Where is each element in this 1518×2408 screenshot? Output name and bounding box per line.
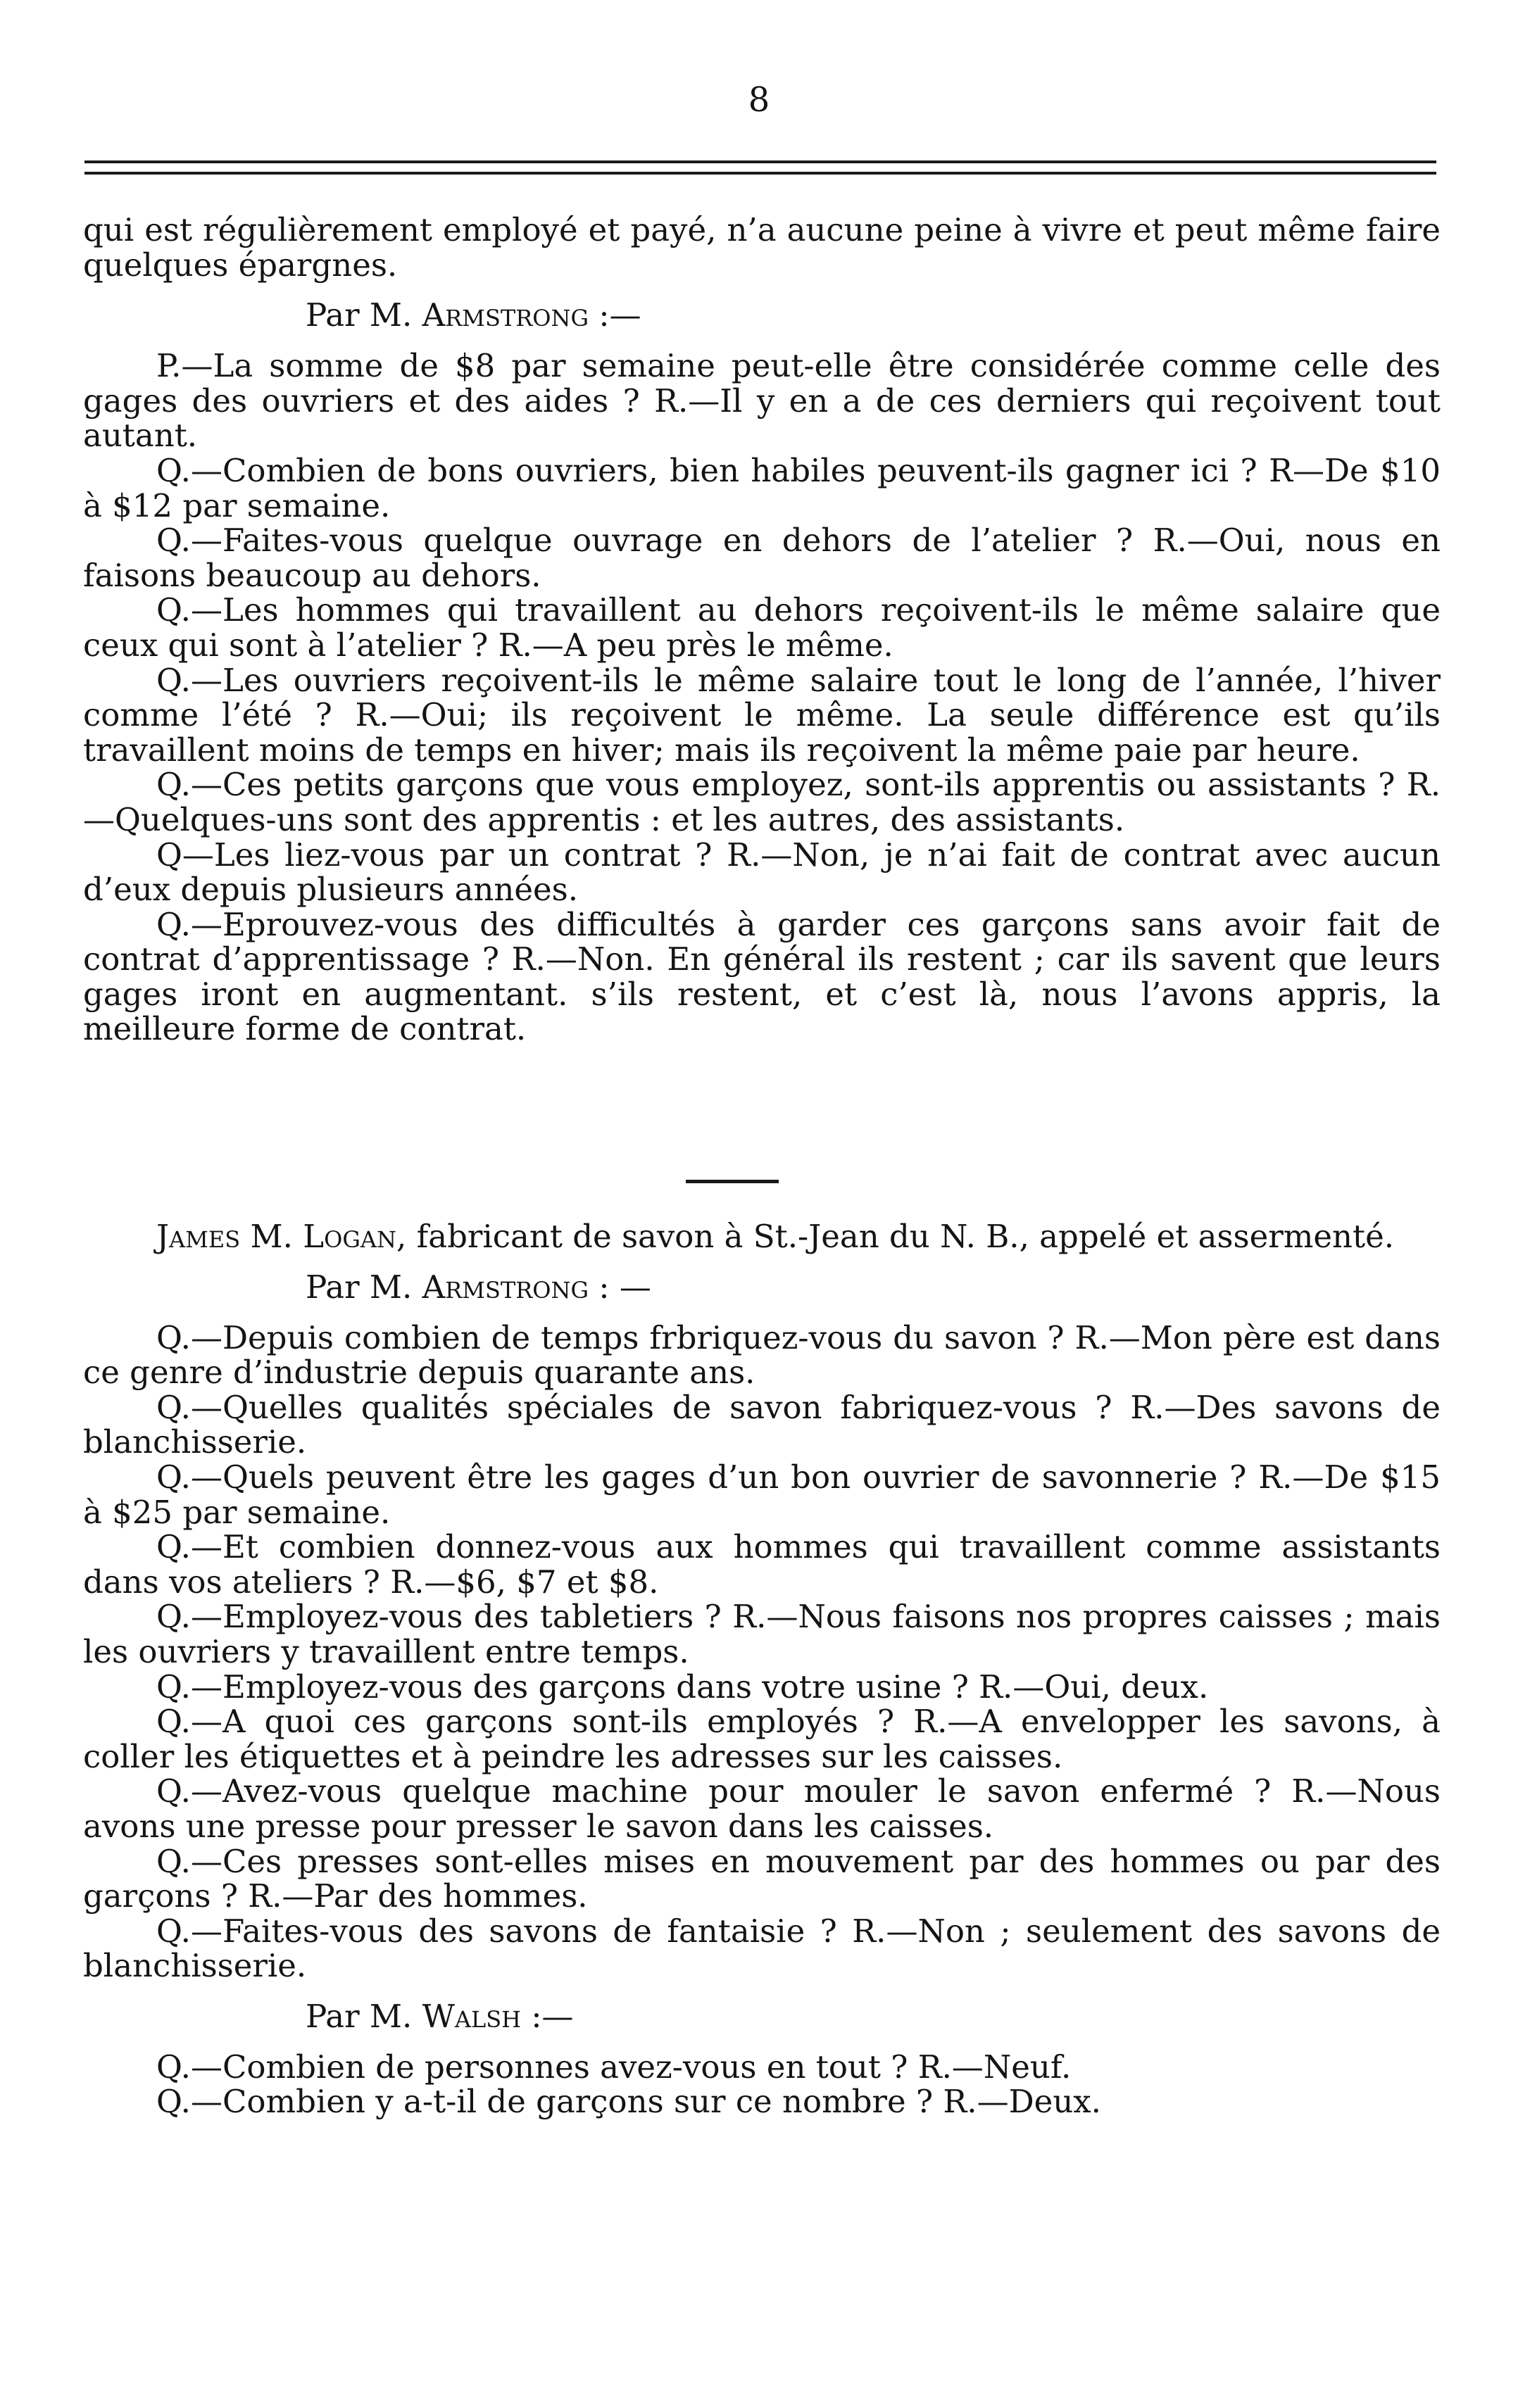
examiner-heading-armstrong [83, 298, 1441, 333]
examiner-heading-armstrong [83, 1270, 1441, 1305]
witness-description: , fabricant de savon à St.-Jean du N. B., appelé et assermenté. [396, 1218, 1395, 1255]
qa-paragraph: Q.—Ces petits garçons que vous employez, sont-ils apprentis ou assistants ? R.—Quelques-uns sont des apprentis : et les autres, des assistants. [83, 766, 1441, 838]
header-double-rule [84, 160, 1436, 175]
qa-paragraph: Q.—Depuis combien de temps frbriquez-vous du savon ? R.—Mon père est dans ce genre d’industrie depuis quarante ans. [83, 1318, 1441, 1392]
section-separator-rule [686, 1180, 779, 1183]
spacer [83, 333, 1441, 348]
qa-paragraph: Q.—Les ouvriers reçoivent-ils le même salaire tout le long de l’année, l’hiver comme l’été ? R.—Oui; ils reçoivent le même. La seule différence est qu’ils travaillent moins de temps en hiver; mais ils reçoivent la même paie par heure. [83, 661, 1441, 769]
qa-paragraph: Q.—Combien de personnes avez-vous en tout ? R.—Neuf. [156, 2048, 1072, 2086]
examiner-suffix: :— [589, 296, 641, 334]
examiner-suffix: : — [589, 1268, 651, 1306]
witness-last-name: Logan [303, 1218, 396, 1255]
qa-paragraph: Q.—Ces presses sont-elles mises en mouvement par des hommes ou par des garçons ? R.—Par des hommes. [83, 1842, 1441, 1915]
page-number: 8 [748, 80, 770, 120]
qa-paragraph: Q.—Avez-vous quelque machine pour mouler le savon enfermé ? R.—Nous avons une presse pour presser le savon dans les caisses. [83, 1772, 1441, 1845]
qa-paragraph: Q.—Combien de bons ouvriers, bien habiles peuvent-ils gagner ici ? R—De $10 à $12 par semaine. [83, 451, 1441, 524]
examiner-suffix: :— [521, 1997, 574, 2035]
qa-paragraph: Q—Les liez-vous par un contrat ? R.—Non, je n’ai fait de contrat avec aucun d’eux depuis plusieurs années. [83, 836, 1441, 909]
qa-paragraph: Q.—Faites-vous des savons de fantaisie ? R.—Non ; seulement des savons de blanchisserie. [83, 1912, 1441, 1985]
qa-paragraph: Q.—Quelles qualités spéciales de savon fabriquez-vous ? R.—Des savons de blanchisserie. [83, 1388, 1441, 1461]
opening-paragraph: qui est régulièrement employé et payé, n’a aucune peine à vivre et peut même faire quelques épargnes. [83, 211, 1441, 284]
spacer [83, 1305, 1441, 1320]
examiner-name: Armstrong [422, 296, 589, 334]
examiner-prefix: Par M. [306, 1268, 422, 1306]
qa-paragraph: Q.—Faites-vous quelque ouvrage en dehors de l’atelier ? R.—Oui, nous en faisons beaucoup au dehors. [83, 522, 1441, 594]
examiner-name: Armstrong [422, 1268, 589, 1306]
witness-first-name: James M. [156, 1218, 293, 1255]
spacer [83, 1254, 1441, 1270]
qa-paragraph: Q.—A quoi ces garçons sont-ils employés ? R.—A envelopper les savons, à coller les étiquettes et à peindre les adresses sur les caisses. [83, 1703, 1441, 1775]
qa-paragraph: P.—La somme de $8 par semaine peut-elle être considérée comme celle des gages des ouvriers et des aides ? R.—Il y en a de ces derniers qui reçoivent tout autant. [83, 347, 1441, 455]
qa-paragraph: Q.—Les hommes qui travaillent au dehors reçoivent-ils le même salaire que ceux qui sont à l’atelier ? R.—A peu près le même. [83, 591, 1441, 664]
spacer [83, 1984, 1441, 1999]
spacer [83, 2034, 1441, 2050]
examiner-prefix: Par M. [306, 296, 422, 334]
witness-introduction [83, 1219, 1441, 1254]
qa-paragraph: Q.—Et combien donnez-vous aux hommes qui travaillent comme assistants dans vos ateliers ? R.—$6, $7 et $8. [83, 1528, 1441, 1601]
qa-paragraph: Q.—Quels peuvent être les gages d’un bon ouvrier de savonnerie ? R.—De $15 à $25 par semaine. [83, 1458, 1441, 1531]
testimony-section-logan [83, 1219, 1441, 2119]
qa-paragraph: Q.—Employez-vous des tabletiers ? R.—Nous faisons nos propres caisses ; mais les ouvriers y travaillent entre temps. [83, 1598, 1441, 1670]
qa-paragraph: Q.—Combien y a-t-il de garçons sur ce nombre ? R.—Deux. [156, 2083, 1101, 2121]
examiner-heading-walsh [83, 1999, 1441, 2034]
testimony-section-continued [83, 213, 1441, 1047]
examiner-prefix: Par M. [306, 1997, 422, 2035]
examiner-name: Walsh [422, 1997, 522, 2035]
qa-paragraph: Q.—Eprouvez-vous des difficultés à garder ces garçons sans avoir fait de contrat d’apprentissage ? R.—Non. En général ils restent ; car ils savent que leurs gages iront en augmentant. s’ils restent, et c’est là, nous l’avons appris, la meilleure forme de contrat. [83, 905, 1441, 1048]
spacer [83, 282, 1441, 298]
qa-paragraph: Q.—Employez-vous des garçons dans votre usine ? R.—Oui, deux. [156, 1668, 1209, 1706]
